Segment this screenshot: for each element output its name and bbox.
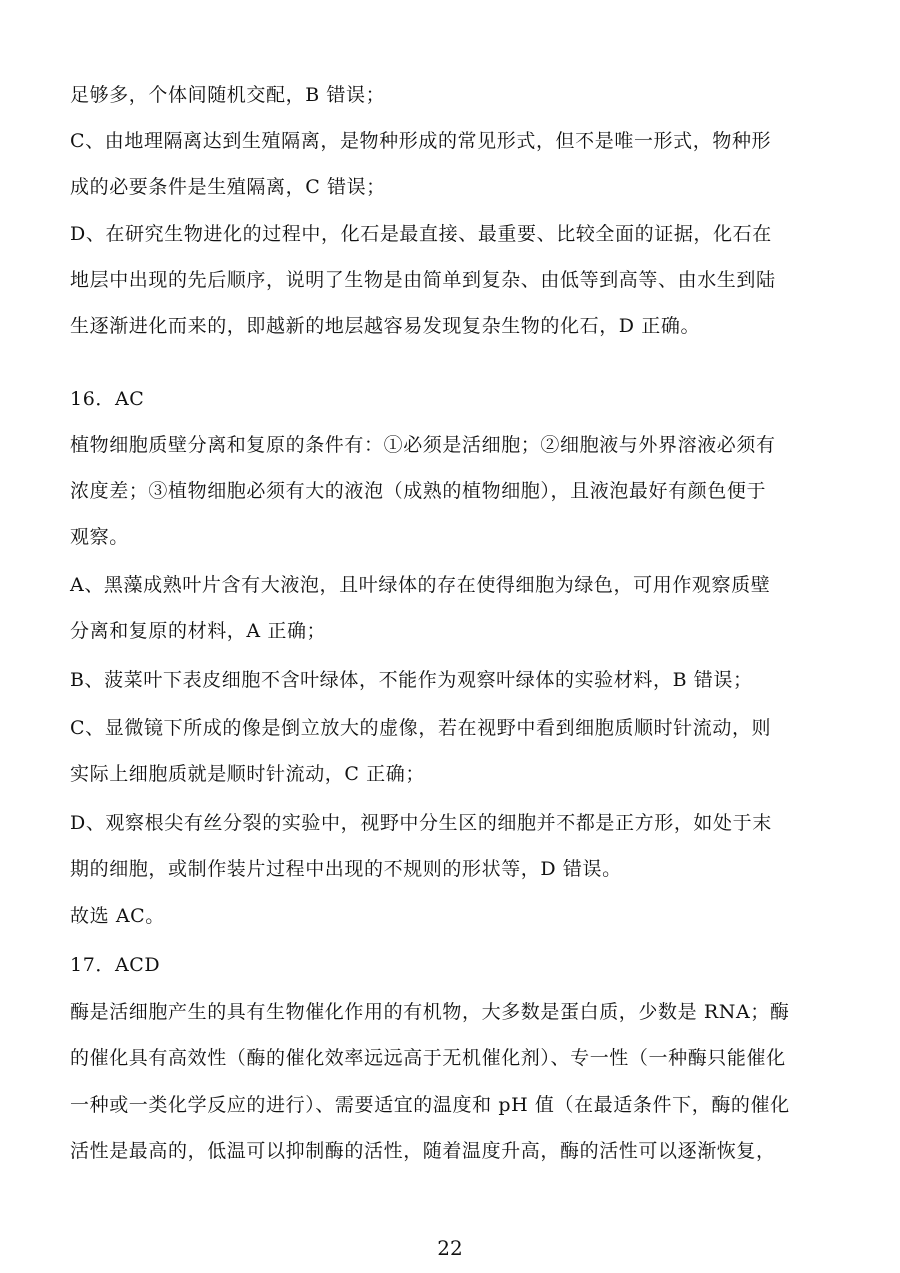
text-line: 植物细胞质壁分离和复原的条件有：①必须是活细胞；②细胞液与外界溶液必须有 — [70, 434, 776, 456]
question-number: 17．ACD — [70, 954, 161, 976]
text-line: B、菠菜叶下表皮细胞不含叶绿体，不能作为观察叶绿体的实验材料，B 错误； — [70, 669, 753, 691]
text-line: 观察。 — [70, 526, 129, 548]
text-line: 分离和复原的材料，A 正确； — [70, 620, 327, 642]
text-line: 地层中出现的先后顺序，说明了生物是由简单到复杂、由低等到高等、由水生到陆 — [70, 269, 776, 291]
text-line: 期的细胞，或制作装片过程中出现的不规则的形状等，D 错误。 — [70, 858, 622, 880]
page-number: 22 — [437, 1236, 463, 1260]
text-line: 活性是最高的，低温可以抑制酶的活性，随着温度升高，酶的活性可以逐渐恢复， — [70, 1140, 776, 1162]
text-line: 足够多，个体间随机交配，B 错误； — [70, 84, 386, 106]
text-line: 浓度差；③植物细胞必须有大的液泡（成熟的植物细胞），且液泡最好有颜色便于 — [70, 480, 767, 502]
text-line: 一种或一类化学反应的进行）、需要适宜的温度和 pH 值（在最适条件下，酶的催化 — [70, 1094, 790, 1116]
text-line: D、观察根尖有丝分裂的实验中，视野中分生区的细胞并不都是正方形，如处于末 — [70, 812, 772, 834]
text-line: C、由地理隔离达到生殖隔离，是物种形成的常见形式，但不是唯一形式，物种形 — [70, 130, 772, 152]
text-line: A、黑藻成熟叶片含有大液泡，且叶绿体的存在使得细胞为绿色，可用作观察质壁 — [70, 574, 771, 596]
text-line: 实际上细胞质就是顺时针流动，C 正确； — [70, 763, 425, 785]
text-line: 成的必要条件是生殖隔离，C 错误； — [70, 176, 386, 198]
text-line: C、显微镜下所成的像是倒立放大的虚像，若在视野中看到细胞质顺时针流动，则 — [70, 717, 772, 739]
text-line: D、在研究生物进化的过程中，化石是最直接、最重要、比较全面的证据，化石在 — [70, 223, 772, 245]
text-line: 生逐渐进化而来的，即越新的地层越容易发现复杂生物的化石，D 正确。 — [70, 315, 701, 337]
text-line: 的催化具有高效性（酶的催化效率远远高于无机催化剂）、专一性（一种酶只能催化 — [70, 1047, 786, 1069]
text-line: 酶是活细胞产生的具有生物催化作用的有机物，大多数是蛋白质，少数是 RNA；酶 — [70, 1001, 790, 1023]
text-line: 故选 AC。 — [70, 905, 165, 927]
question-number: 16．AC — [70, 388, 145, 410]
